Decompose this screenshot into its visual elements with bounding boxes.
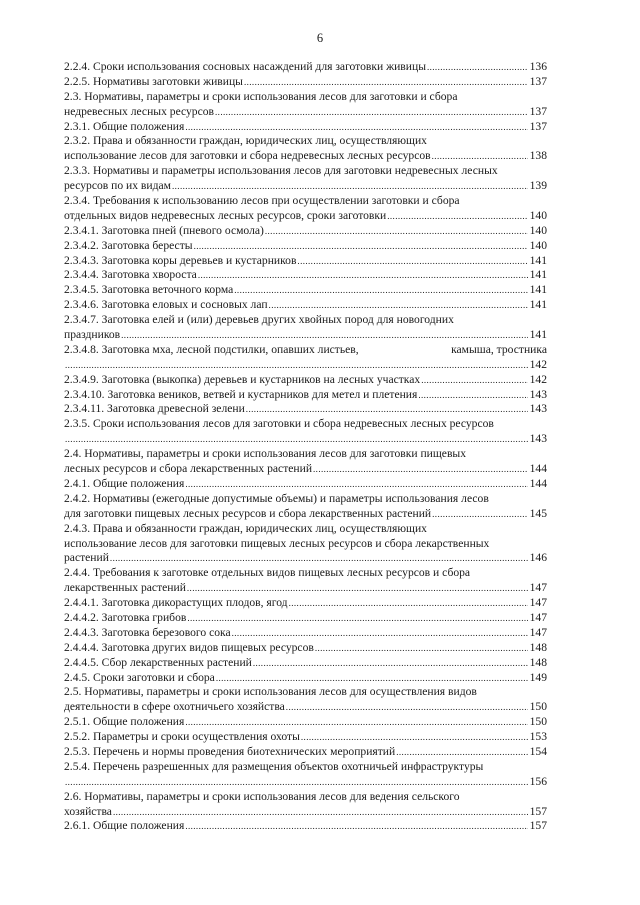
toc-entry-text: 2.3.4.7. Заготовка елей и (или) деревьев других хвойных пород для новогодних [64, 313, 454, 327]
toc-entry-text: хозяйства [64, 804, 112, 818]
toc-entry-line [64, 641, 547, 656]
toc-page-number: 143 [529, 432, 547, 446]
toc-entry-text: 2.3.4.8. Заготовка мха, лесной подстилки, опавших листьев, [64, 342, 359, 356]
toc-entry[interactable] [64, 194, 547, 224]
toc-entry-text: недревесных лесных ресурсов [64, 104, 215, 118]
toc-entry-text: 2.3.4. Требования к использованию лесов при осуществлении заготовки и сбора [64, 194, 460, 208]
toc-page-number: 142 [529, 357, 547, 371]
toc-entry[interactable] [64, 134, 547, 164]
toc-entry-text: 2.4.1. Общие положения [64, 476, 185, 490]
toc-entry-text: 2.3.4.2. Заготовка бересты [64, 238, 193, 252]
toc-entry-text: 2.3.4.1. Заготовка пней (пневого осмола) [64, 223, 264, 237]
toc-entry-line [64, 388, 547, 403]
toc-page-number: 137 [529, 104, 547, 118]
toc-entry-text: 2.4.4.4. Заготовка других видов пищевых ресурсов [64, 640, 314, 654]
toc-page-number: 137 [529, 74, 547, 88]
dot-leader [194, 239, 528, 254]
toc-entry-text: 2.4.4.5. Сбор лекарственных растений [64, 655, 252, 669]
toc-entry-line [64, 239, 547, 254]
toc-entry[interactable] [64, 75, 547, 90]
toc-entry-line [64, 566, 547, 581]
toc-page-number: 140 [529, 238, 547, 252]
toc-entry[interactable] [64, 373, 547, 388]
toc-entry-text: 2.5.3. Перечень и нормы проведения биотехнических мероприятий [64, 744, 396, 758]
toc-entry-line [64, 671, 547, 686]
toc-entry-line [64, 730, 547, 745]
toc-entry[interactable] [64, 566, 547, 596]
dot-leader [427, 60, 528, 75]
toc-entry-line [64, 268, 547, 283]
toc-entry-text: 2.3.3. Нормативы и параметры использования лесов для заготовки недревесных лесных [64, 164, 498, 178]
toc-entry[interactable] [64, 120, 547, 135]
dot-leader [289, 596, 528, 611]
dot-leader [315, 641, 528, 656]
toc-entry-text: отдельных видов недревесных лесных ресурсов, сроки заготовки [64, 208, 387, 222]
toc-page-number: 143 [529, 387, 547, 401]
toc-entry-text: 2.4.2. Нормативы (ежегодные допустимые объемы) и параметры использования лесов [64, 491, 489, 505]
toc-page-number: 157 [529, 819, 547, 833]
toc-entry-text: 2.2.4. Сроки использования сосновых насаждений для заготовки живицы [64, 60, 426, 73]
dot-leader [215, 105, 528, 120]
toc-entry-line [64, 477, 547, 492]
toc-entry-line [64, 775, 547, 790]
toc-entry-text: 2.6.1. Общие положения [64, 819, 185, 833]
toc-entry-text: 2.3.2. Права и обязанности граждан, юридических лиц, осуществляющих [64, 134, 427, 148]
toc-entry-text: ресурсов по их видам [64, 179, 171, 193]
toc-entry-line [64, 343, 547, 358]
toc-entry-line [64, 507, 547, 522]
toc-entry-text: 2.4.4.3. Заготовка березового сока [64, 625, 231, 639]
toc-page-number: 138 [529, 149, 547, 163]
toc-entry-line [64, 402, 547, 417]
toc-entry-text: 2.3.4.9. Заготовка (выкопка) деревьев и кустарников на лесных участках [64, 372, 421, 386]
toc-page-number: 144 [529, 462, 547, 476]
dot-leader [265, 224, 528, 239]
toc-entry-line [64, 819, 547, 834]
dot-leader [269, 298, 528, 313]
toc-entry-text: 2.3.4.6. Заготовка еловых и сосновых лап [64, 298, 268, 312]
toc-entry-text: 2.2.5. Нормативы заготовки живицы [64, 74, 243, 88]
toc-page-number: 147 [529, 610, 547, 624]
toc-entry[interactable] [64, 626, 547, 641]
toc-entry[interactable] [64, 268, 547, 283]
toc-entry-text: 2.4.4.1. Заготовка дикорастущих плодов, ягод [64, 596, 288, 610]
toc-entry-text: 2.3.4.5. Заготовка веточного корма [64, 283, 234, 297]
toc-page-number: 149 [529, 670, 547, 684]
toc-entry-text: 2.3.4.3. Заготовка коры деревьев и кустарников [64, 253, 297, 267]
toc-entry-line [64, 462, 547, 477]
toc-entry-text: использование лесов для заготовки и сбора недревесных лесных ресурсов [64, 149, 431, 163]
toc-page-number: 140 [529, 208, 547, 222]
toc-page-number: 141 [529, 268, 547, 282]
dot-leader [418, 388, 527, 403]
toc-entry[interactable] [64, 388, 547, 403]
toc-entry-line [64, 298, 547, 313]
toc-entry-line [64, 328, 547, 343]
toc-entry-line [64, 745, 547, 760]
toc-entry-line [64, 522, 547, 537]
toc-entry-line [64, 105, 547, 120]
toc-page-number: 140 [529, 223, 547, 237]
toc-entry[interactable] [64, 477, 547, 492]
toc-entry-text: 2.5.1. Общие положения [64, 715, 185, 729]
toc-entry-text: 2.5.4. Перечень разрешенных для размещения объектов охотничьей инфраструктуры [64, 759, 484, 773]
toc-entry-text: 2.3. Нормативы, параметры и сроки использования лесов для заготовки и сбора [64, 89, 458, 103]
toc-entry-line [64, 164, 547, 179]
toc-entry-text: лесных ресурсов и сбора лекарственных растений [64, 462, 313, 476]
toc-page-number: 142 [529, 372, 547, 386]
toc-entry[interactable] [64, 254, 547, 269]
dot-leader [432, 507, 527, 522]
toc-page-number: 144 [529, 476, 547, 490]
toc-entry[interactable] [64, 641, 547, 656]
toc-entry-text: использование лесов для заготовки пищевых лесных ресурсов и сбора лекарственных [64, 536, 490, 550]
toc-entry[interactable] [64, 224, 547, 239]
toc-entry-line [64, 656, 547, 671]
toc-entry-line [64, 417, 547, 432]
dot-leader [301, 730, 528, 745]
toc-entry-line [64, 626, 547, 641]
toc-entry-line [64, 209, 547, 224]
toc-entry[interactable] [64, 745, 547, 760]
dot-leader [297, 254, 527, 269]
toc-page-number: 146 [529, 551, 547, 565]
toc-page-number: 141 [529, 328, 547, 342]
toc-entry[interactable] [64, 60, 547, 75]
dot-leader [185, 477, 527, 492]
toc-entry-line [64, 760, 547, 775]
dot-leader [396, 745, 527, 760]
toc-entry[interactable] [64, 715, 547, 730]
toc-page-number: 150 [529, 700, 547, 714]
dot-leader [432, 149, 528, 164]
toc-entry[interactable] [64, 492, 547, 522]
toc-entry-line [64, 194, 547, 209]
toc-page-number: 153 [529, 730, 547, 744]
toc-entry[interactable] [64, 239, 547, 254]
toc-entry-line [64, 581, 547, 596]
toc-entry-text: 2.5. Нормативы, параметры и сроки использования лесов для осуществления видов [64, 685, 477, 699]
toc-page-number: 137 [529, 119, 547, 133]
toc-entry[interactable] [64, 417, 547, 447]
dot-leader [172, 179, 528, 194]
toc-entry-line [64, 120, 547, 135]
toc-entry[interactable] [64, 402, 547, 417]
toc-entry-text: 2.3.4.11. Заготовка древесной зелени [64, 402, 245, 416]
dot-leader [65, 775, 528, 790]
toc-page-number: 141 [529, 298, 547, 312]
dot-leader [313, 462, 528, 477]
dot-leader [198, 268, 528, 283]
toc-page-number: 143 [529, 402, 547, 416]
toc-page-number: 136 [529, 60, 547, 73]
toc-entry-text: 2.3.4.4. Заготовка хвороста [64, 268, 197, 282]
toc-entry[interactable] [64, 343, 547, 373]
toc-entry-line [64, 134, 547, 149]
toc-page-number: 141 [529, 253, 547, 267]
toc-page-number: 147 [529, 625, 547, 639]
toc-entry-text: для заготовки пищевых лесных ресурсов и сбора лекарственных растений [64, 506, 432, 520]
toc-entry[interactable] [64, 760, 547, 790]
toc-entry-line [64, 179, 547, 194]
toc-entry-text: 2.5.2. Параметры и сроки осуществления охоты [64, 730, 300, 744]
dot-leader [185, 819, 527, 834]
dot-leader [113, 805, 528, 820]
table-of-contents [64, 60, 547, 834]
toc-entry-text: 2.4.4. Требования к заготовке отдельных видов пищевых лесных ресурсов и сбора [64, 566, 471, 580]
dot-leader [185, 120, 527, 135]
toc-page-number: 141 [529, 283, 547, 297]
dot-leader [185, 715, 527, 730]
toc-entry-line [64, 60, 547, 75]
toc-entry-line [64, 224, 547, 239]
toc-entry-line [64, 313, 547, 328]
dot-leader [244, 75, 528, 90]
dot-leader [253, 656, 528, 671]
toc-page-number: 157 [529, 804, 547, 818]
toc-entry[interactable] [64, 596, 547, 611]
toc-entry-text: 2.6. Нормативы, параметры и сроки использования лесов для ведения сельского [64, 789, 460, 803]
dot-leader [110, 551, 528, 566]
toc-entry[interactable] [64, 819, 547, 834]
dot-leader [246, 402, 528, 417]
toc-entry-text: растений [64, 551, 109, 565]
toc-page-number: 150 [529, 715, 547, 729]
toc-entry-text: 2.4. Нормативы, параметры и сроки использования лесов для заготовки пищевых [64, 447, 466, 461]
toc-page-number: 148 [529, 655, 547, 669]
toc-entry-line [64, 685, 547, 700]
toc-entry[interactable] [64, 685, 547, 715]
toc-entry-text: 2.3.4.10. Заготовка веников, ветвей и кустарников для метел и плетения [64, 387, 418, 401]
toc-entry[interactable] [64, 164, 547, 194]
toc-entry-text: праздников [64, 328, 121, 342]
toc-entry[interactable] [64, 298, 547, 313]
toc-entry[interactable] [64, 522, 547, 567]
dot-leader [187, 611, 527, 626]
toc-entry-text: 2.4.4.2. Заготовка грибов [64, 610, 187, 624]
toc-page-number: 145 [529, 506, 547, 520]
toc-page-number: 147 [529, 581, 547, 595]
toc-entry-line [64, 790, 547, 805]
toc-entry-line [64, 492, 547, 507]
toc-entry-text: 2.4.3. Права и обязанности граждан, юридических лиц, осуществляющих [64, 521, 427, 535]
toc-entry-line [64, 611, 547, 626]
toc-entry-line [64, 537, 547, 552]
toc-entry-line [64, 551, 547, 566]
toc-entry-line [64, 283, 547, 298]
toc-entry-line [64, 254, 547, 269]
dot-leader [65, 432, 528, 447]
toc-entry-line [64, 715, 547, 730]
toc-page-number: 147 [529, 596, 547, 610]
toc-entry-line [64, 596, 547, 611]
toc-entry-line [64, 700, 547, 715]
toc-entry[interactable] [64, 283, 547, 298]
dot-leader [421, 373, 527, 388]
dot-leader [216, 671, 528, 686]
toc-entry-text: 2.4.5. Сроки заготовки и сбора [64, 670, 215, 684]
toc-entry-text: лекарственных растений [64, 581, 186, 595]
toc-entry[interactable] [64, 790, 547, 820]
toc-entry[interactable] [64, 313, 547, 343]
toc-entry-line [64, 358, 547, 373]
dot-leader [286, 700, 528, 715]
toc-entry-text: 2.3.5. Сроки использования лесов для заготовки и сбора недревесных лесных ресурсов [64, 417, 494, 431]
toc-entry-text: 2.3.1. Общие положения [64, 119, 185, 133]
page-number: 6 [316, 31, 324, 45]
toc-entry-line [64, 447, 547, 462]
toc-entry-line [64, 90, 547, 105]
toc-page-number: 139 [529, 179, 547, 193]
dot-leader [387, 209, 527, 224]
toc-page-number: 156 [529, 774, 547, 788]
toc-entry-line [64, 149, 547, 164]
toc-entry-line [64, 432, 547, 447]
toc-entry-text: камыша, тростника [451, 342, 547, 356]
toc-entry[interactable] [64, 90, 547, 120]
toc-page-number: 154 [529, 744, 547, 758]
toc-entry[interactable] [64, 671, 547, 686]
dot-leader [234, 283, 527, 298]
dot-leader [232, 626, 528, 641]
toc-entry-text: деятельности в сфере охотничьего хозяйства [64, 700, 285, 714]
toc-entry[interactable] [64, 447, 547, 477]
toc-entry-line [64, 75, 547, 90]
dot-leader [65, 358, 528, 373]
toc-entry-line [64, 373, 547, 388]
toc-entry-line [64, 805, 547, 820]
dot-leader [121, 328, 527, 343]
toc-page-number: 148 [529, 640, 547, 654]
toc-entry[interactable] [64, 730, 547, 745]
toc-entry[interactable] [64, 656, 547, 671]
dot-leader [187, 581, 528, 596]
toc-entry[interactable] [64, 611, 547, 626]
